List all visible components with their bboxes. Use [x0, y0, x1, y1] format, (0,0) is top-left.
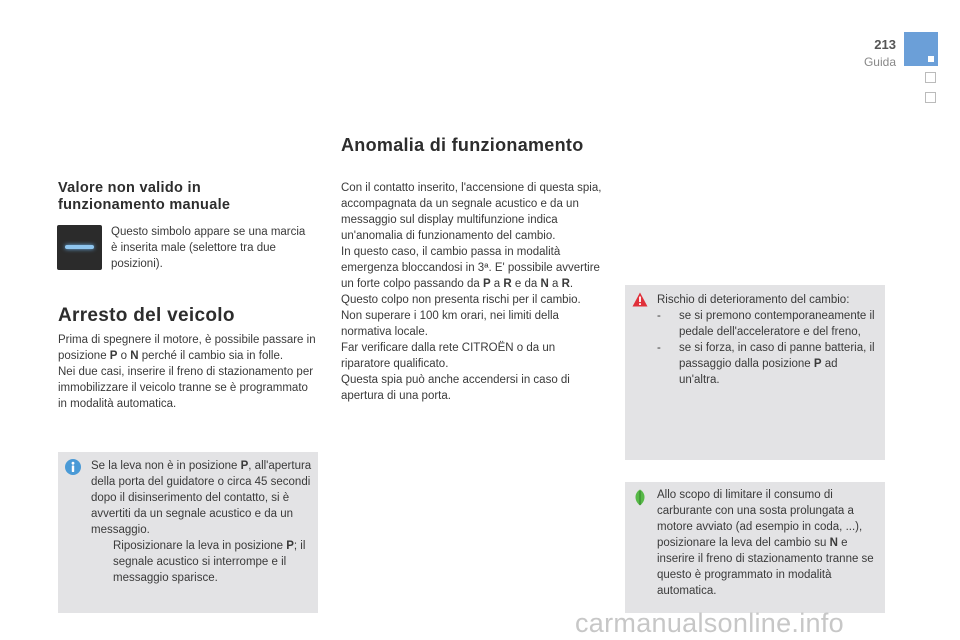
info-icon [65, 459, 81, 475]
gear-indicator-icon [57, 225, 102, 270]
list-item: Riposizionare la leva in posizione P; il segnale acustico si interrompe e il messaggio sparisce. [113, 540, 306, 584]
chapter-tab-empty-2 [925, 92, 936, 103]
anomalia-text: Con il contatto inserito, l'accensione di questa spia, accompagnata da un segnale acustico e da un messaggio sul display multifunzione indica un'anomalia di funzionamento del cambio. In questo caso, il cambio passa in modalità emergenza bloccandosi in 3ª. E' possibile avvertire un forte colpo passando da P a R e da N a R. Questo colpo non presenta rischi per il cambio. Non superare i 100 km orari, nei limiti della normativa locale. Far verificare dalla rete CITROËN o da un riparatore qualificato. Questa spia può anche accendersi in caso di apertura di una porta. [341, 182, 602, 402]
warning-icon [632, 292, 648, 307]
symbol-description: Questo simbolo appare se una marcia è inserita male (selettore tra due posizioni). [111, 226, 306, 270]
info-box-text: Se la leva non è in posizione P, all'apertura della porta del guidatore o circa 45 secondi dopo il disinserimento del contatto, si è avvertiti da un segnale acustico e da un messaggio. Riposizionare la leva in posizione P; il segnale acustico si interrompe e il messaggio sparisce. [91, 460, 312, 584]
arresto-text: Prima di spegnere il motore, è possibile passare in posizione P o N perché il cambio sia in folle. Nei due casi, inserire il freno di stazionamento per immobilizzare il veicolo tranne se è programmato in modalità automatica. [58, 334, 316, 410]
warning-box-text: Rischio di deterioramento del cambio: - se si premono contemporaneamente il pedale dell'acceleratore e del freno, - se si forza, in caso di panne batteria, il passaggio dalla posizione P ad un'altra. [657, 292, 879, 388]
page-number: 213 [874, 37, 896, 52]
heading-anomalia-di-funzionamento: Anomalia di funzionamento [341, 135, 584, 155]
chapter-tab-empty-1 [925, 72, 936, 83]
eco-leaf-icon [632, 489, 648, 506]
tab-square-icon [928, 56, 934, 62]
watermark: carmanualsonline.info [575, 608, 844, 638]
list-item: - se si forza, in caso di panne batteria, il passaggio dalla posizione P ad un'altra. [657, 342, 875, 386]
heading-valore-non-valido: Valore non valido in funzionamento manuale [58, 180, 231, 213]
heading-arresto-del-veicolo: Arresto del veicolo [58, 305, 235, 326]
list-item: - se si premono contemporaneamente il pedale dell'acceleratore e del freno, [657, 310, 875, 338]
section-name: Guida [863, 55, 896, 69]
eco-box-text: Allo scopo di limitare il consumo di carburante con una sosta prolungata a motore avviato (ad esempio in coda, ...), posizionare la leva del cambio su N e inserire il freno di stazionamento tranne se questo è programmato in modalità automatica. [657, 489, 874, 597]
chapter-tab [904, 32, 938, 66]
